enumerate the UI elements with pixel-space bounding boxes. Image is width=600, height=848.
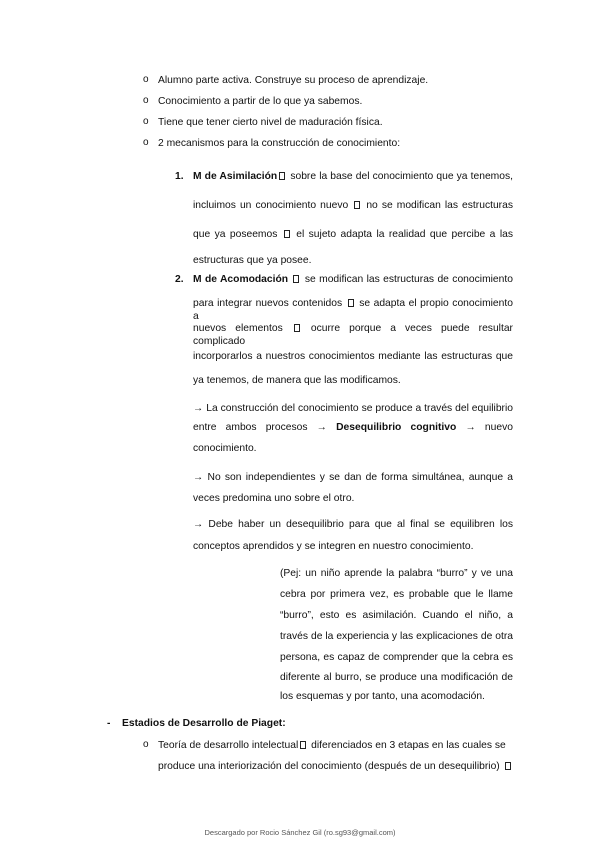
section-dash: - (107, 718, 111, 729)
arrow1-text: entre ambos procesos → (193, 422, 327, 433)
bullet-text: Alumno parte activa. Construye su proceso de aprendizaje. (158, 75, 429, 86)
section-sub-line1 (158, 739, 506, 752)
arrow3-line2: conceptos aprendidos y se integren en nuestro conocimiento. (193, 541, 474, 552)
item1-text: incluimos un conocimiento nuevo (193, 200, 349, 211)
item2-term: M de Acomodación (193, 274, 289, 285)
arrow1-line3: conocimiento. (193, 443, 257, 454)
item1-text: sobre la base del conocimiento que ya tenemos, (290, 171, 513, 182)
item2-text: ocurre porque a veces puede resultar complicado (193, 323, 513, 347)
item2-line4: incorporarlos a nuestros conocimientos mediante las estructuras que (193, 351, 513, 362)
bullet-marker: o (143, 739, 149, 750)
arrow1-line2 (193, 421, 513, 434)
arrow1-line1: → La construcción del conocimiento se produce a través del equilibrio (193, 403, 513, 414)
arrow-glyph-icon (505, 762, 511, 770)
section-sub-text: diferenciados en 3 etapas en las cuales se (311, 740, 506, 751)
section-title: Estadios de Desarrollo de Piaget: (122, 718, 286, 729)
bullet-marker: o (143, 137, 149, 148)
bullet-marker: o (143, 116, 149, 127)
bullet-text: Tiene que tener cierto nivel de maduración física. (158, 117, 383, 128)
item2-number: 2. (175, 274, 184, 285)
arrow-glyph-icon (294, 324, 300, 332)
item2-line1 (193, 273, 513, 286)
arrow-glyph-icon (354, 201, 360, 209)
item1-term: M de Asimilación (193, 171, 278, 182)
item1-text: el sujeto adapta la realidad que percibe a las (296, 229, 513, 240)
arrow-glyph-icon (284, 230, 290, 238)
item2-line3 (193, 322, 513, 348)
arrow2-line1: → No son independientes y se dan de forma simultánea, aunque a (193, 472, 513, 483)
arrow-glyph-icon (279, 172, 285, 180)
item2-text: se modifican las estructuras de conocimiento (304, 274, 513, 285)
bullet-text: Conocimiento a partir de lo que ya sabemos. (158, 96, 363, 107)
item1-line2 (193, 199, 513, 212)
item2-text: nuevos elementos (193, 323, 283, 334)
item1-text: no se modifican las estructuras (366, 200, 513, 211)
example-line: (Pej: un niño aprende la palabra “burro” y ve una (280, 568, 513, 579)
download-footer: Descargado por Rocio Sánchez Gil (ro.sg93@gmail.com) (204, 828, 396, 837)
arrow-glyph-icon (348, 299, 354, 307)
arrow1-text: → nuevo (465, 422, 513, 433)
item2-line5: ya tenemos, de manera que las modificamos. (193, 375, 401, 386)
arrow2-line2: veces predomina uno sobre el otro. (193, 493, 355, 504)
arrow1-bold-term: Desequilibrio cognitivo (336, 422, 457, 433)
arrow3-line1: → Debe haber un desequilibrio para que al final se equilibren los (193, 519, 513, 530)
section-sub-text: produce una interiorización del conocimiento (después de un desequilibrio) (158, 761, 500, 772)
example-line: cebra por primera vez, es probable que le llame (280, 589, 513, 600)
example-line: través de la experiencia y las explicaciones de otra (280, 631, 513, 642)
arrow-glyph-icon (293, 275, 299, 283)
arrow-glyph-icon (300, 741, 306, 749)
bullet-marker: o (143, 74, 149, 85)
item1-text: que ya poseemos (193, 229, 278, 240)
item2-text: para integrar nuevos contenidos (193, 298, 343, 309)
item1-line3 (193, 228, 513, 241)
example-line: diferente al burro, se produce una modificación de (280, 672, 513, 683)
bullet-marker: o (143, 95, 149, 106)
item2-line2 (193, 297, 513, 323)
example-line: persona, es capaz de comprender que la cebra es (280, 652, 513, 663)
example-line: los esquemas y por tanto, una acomodación. (280, 691, 485, 702)
example-line: “burro”, esto es asimilación. Cuando el niño, a (280, 610, 513, 621)
item2-text: se adapta el propio conocimiento a (193, 298, 513, 322)
item1-line4: estructuras que ya posee. (193, 255, 312, 266)
bullet-text: 2 mecanismos para la construcción de conocimiento: (158, 138, 401, 149)
item1-number: 1. (175, 171, 184, 182)
item1-line1 (193, 170, 513, 183)
section-sub-text: Teoría de desarrollo intelectual (158, 740, 299, 751)
section-sub-line2 (158, 760, 513, 773)
